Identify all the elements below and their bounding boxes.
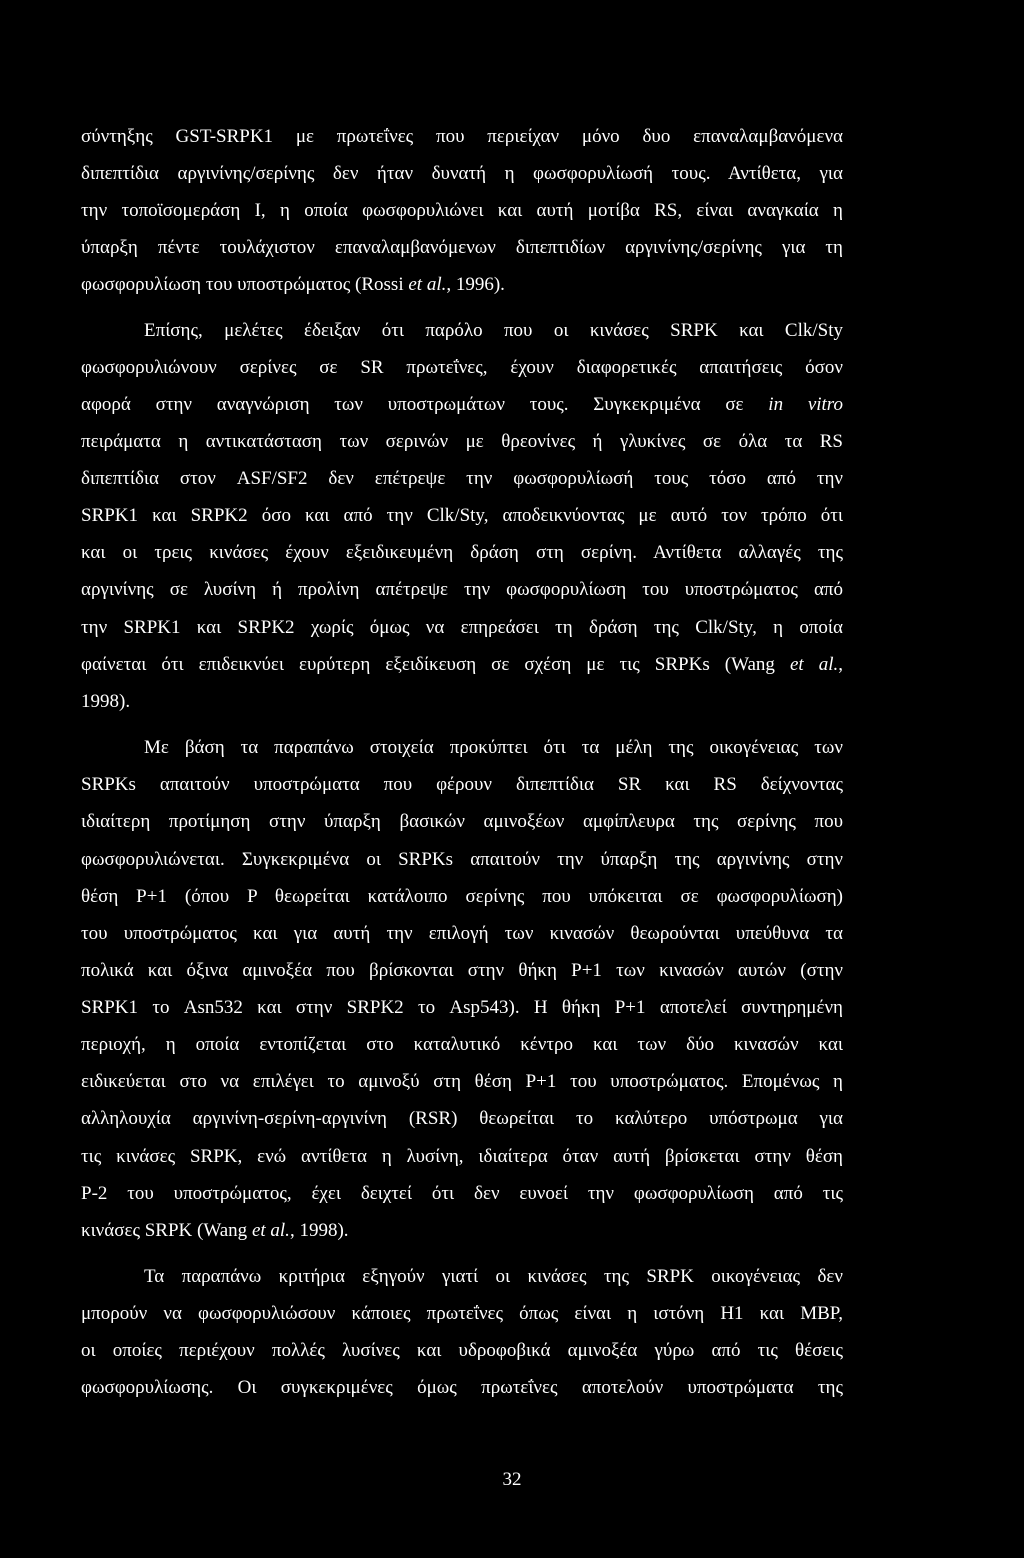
text-line: αργινίνης σε λυσίνη ή προλίνη απέτρεψε την φωσφορυλίωση του υποστρώματος από — [81, 579, 843, 600]
text-line: μπορούν να φωσφορυλιώσουν κάποιες πρωτεΐνες όπως είναι η ιστόνη H1 και MBP, — [81, 1303, 843, 1324]
paragraph-first-line: Με βάση τα παραπάνω στοιχεία προκύπτει ότι τα μέλη της οικογένειας των — [144, 737, 843, 758]
text-line: του υποστρώματος και για αυτή την επιλογή των κινασών θεωρούνται υπεύθυνα τα — [81, 923, 843, 944]
text-line: 1998). — [81, 691, 131, 712]
text-line: SRPK1 το Asn532 και στην SRPK2 το Asp543). Η θήκη P+1 αποτελεί συντηρημένη — [81, 997, 843, 1018]
text-line: και οι τρεις κινάσες έχουν εξειδικευμένη δράση στη σερίνη. Αντίθετα αλλαγές της — [81, 542, 843, 563]
text-line: φαίνεται ότι επιδεικνύει ευρύτερη εξειδίκευση σε σχέση με τις SRPKs (Wang et al., — [81, 654, 843, 675]
text-line: αφορά στην αναγνώριση των υποστρωμάτων τους. Συγκεκριμένα σε in vitro — [81, 394, 844, 415]
text-line: την SRPK1 και SRPK2 χωρίς όμως να επηρεάσει τη δράση της Clk/Sty, η οποία — [81, 617, 843, 638]
text-line: ειδικεύεται στο να επιλέγει το αμινοξύ στη θέση P+1 του υποστρώματος. Επομένως η — [81, 1071, 843, 1092]
text-line: διπεπτίδια αργινίνης/σερίνης δεν ήταν δυνατή η φωσφορυλίωσή τους. Αντίθετα, για — [81, 163, 843, 184]
text-line: φωσφορυλίωσης. Οι συγκεκριμένες όμως πρωτεΐνες αποτελούν υποστρώματα της — [81, 1377, 843, 1398]
text-line: φωσφορυλίωση του υποστρώματος (Rossi et al., 1996). — [81, 274, 505, 295]
text-line: τις κινάσες SRPK, ενώ αντίθετα η λυσίνη, ιδιαίτερα όταν αυτή βρίσκεται στην θέση — [81, 1146, 843, 1167]
text-line: πειράματα η αντικατάσταση των σερινών με θρεονίνες ή γλυκίνες σε όλα τα RS — [81, 431, 843, 452]
text-line: φωσφορυλιώνουν σερίνες σε SR πρωτεΐνες, έχουν διαφορετικές απαιτήσεις όσον — [81, 357, 843, 378]
text-line: οι οποίες περιέχουν πολλές λυσίνες και υδροφοβικά αμινοξέα γύρω από τις θέσεις — [81, 1340, 843, 1361]
text-line: περιοχή, η οποία εντοπίζεται στο καταλυτικό κέντρο και των δύο κινασών και — [81, 1034, 843, 1055]
text-line: διπεπτίδια στον ASF/SF2 δεν επέτρεψε την φωσφορυλίωσή τους τόσο από την — [81, 468, 843, 489]
text-line: αλληλουχία αργινίνη-σερίνη-αργινίνη (RSR) θεωρείται το καλύτερο υπόστρωμα για — [81, 1108, 843, 1129]
text-line: σύντηξης GST-SRPK1 με πρωτεΐνες που περιείχαν μόνο δυο επαναλαμβανόμενα — [81, 126, 843, 147]
text-line: SRPKs απαιτούν υποστρώματα που φέρουν διπεπτίδια SR και RS δείχνοντας — [81, 774, 843, 795]
text-line: θέση P+1 (όπου P θεωρείται κατάλοιπο σερίνης που υπόκειται σε φωσφορυλίωση) — [81, 886, 843, 907]
text-line: P-2 του υποστρώματος, έχει δειχτεί ότι δεν ευνοεί την φωσφορυλίωση από τις — [81, 1183, 843, 1204]
text-line: ιδιαίτερη προτίμηση στην ύπαρξη βασικών αμινοξέων αμφίπλευρα της σερίνης που — [81, 811, 843, 832]
paragraph-first-line: Τα παραπάνω κριτήρια εξηγούν γιατί οι κινάσες της SRPK οικογένειας δεν — [144, 1266, 843, 1287]
text-line: SRPK1 και SRPK2 όσο και από την Clk/Sty, αποδεικνύοντας με αυτό τον τρόπο ότι — [81, 505, 843, 526]
page-number: 32 — [502, 1469, 522, 1490]
text-line: φωσφορυλιώνεται. Συγκεκριμένα οι SRPKs απαιτούν την ύπαρξη της αργινίνης στην — [81, 849, 843, 870]
paragraph-first-line: Επίσης, μελέτες έδειξαν ότι παρόλο που οι κινάσες SRPK και Clk/Sty — [144, 320, 843, 341]
text-line: ύπαρξη πέντε τουλάχιστον επαναλαμβανόμενων διπεπτιδίων αργινίνης/σερίνης για τη — [81, 237, 843, 258]
text-line: πολικά και όξινα αμινοξέα που βρίσκονται στην θήκη P+1 των κινασών αυτών (στην — [81, 960, 843, 981]
text-line: κινάσες SRPK (Wang et al., 1998). — [81, 1220, 349, 1241]
text-line: την τοποϊσομεράση I, η οποία φωσφορυλιώνει και αυτή μοτίβα RS, είναι αναγκαία η — [81, 200, 843, 221]
